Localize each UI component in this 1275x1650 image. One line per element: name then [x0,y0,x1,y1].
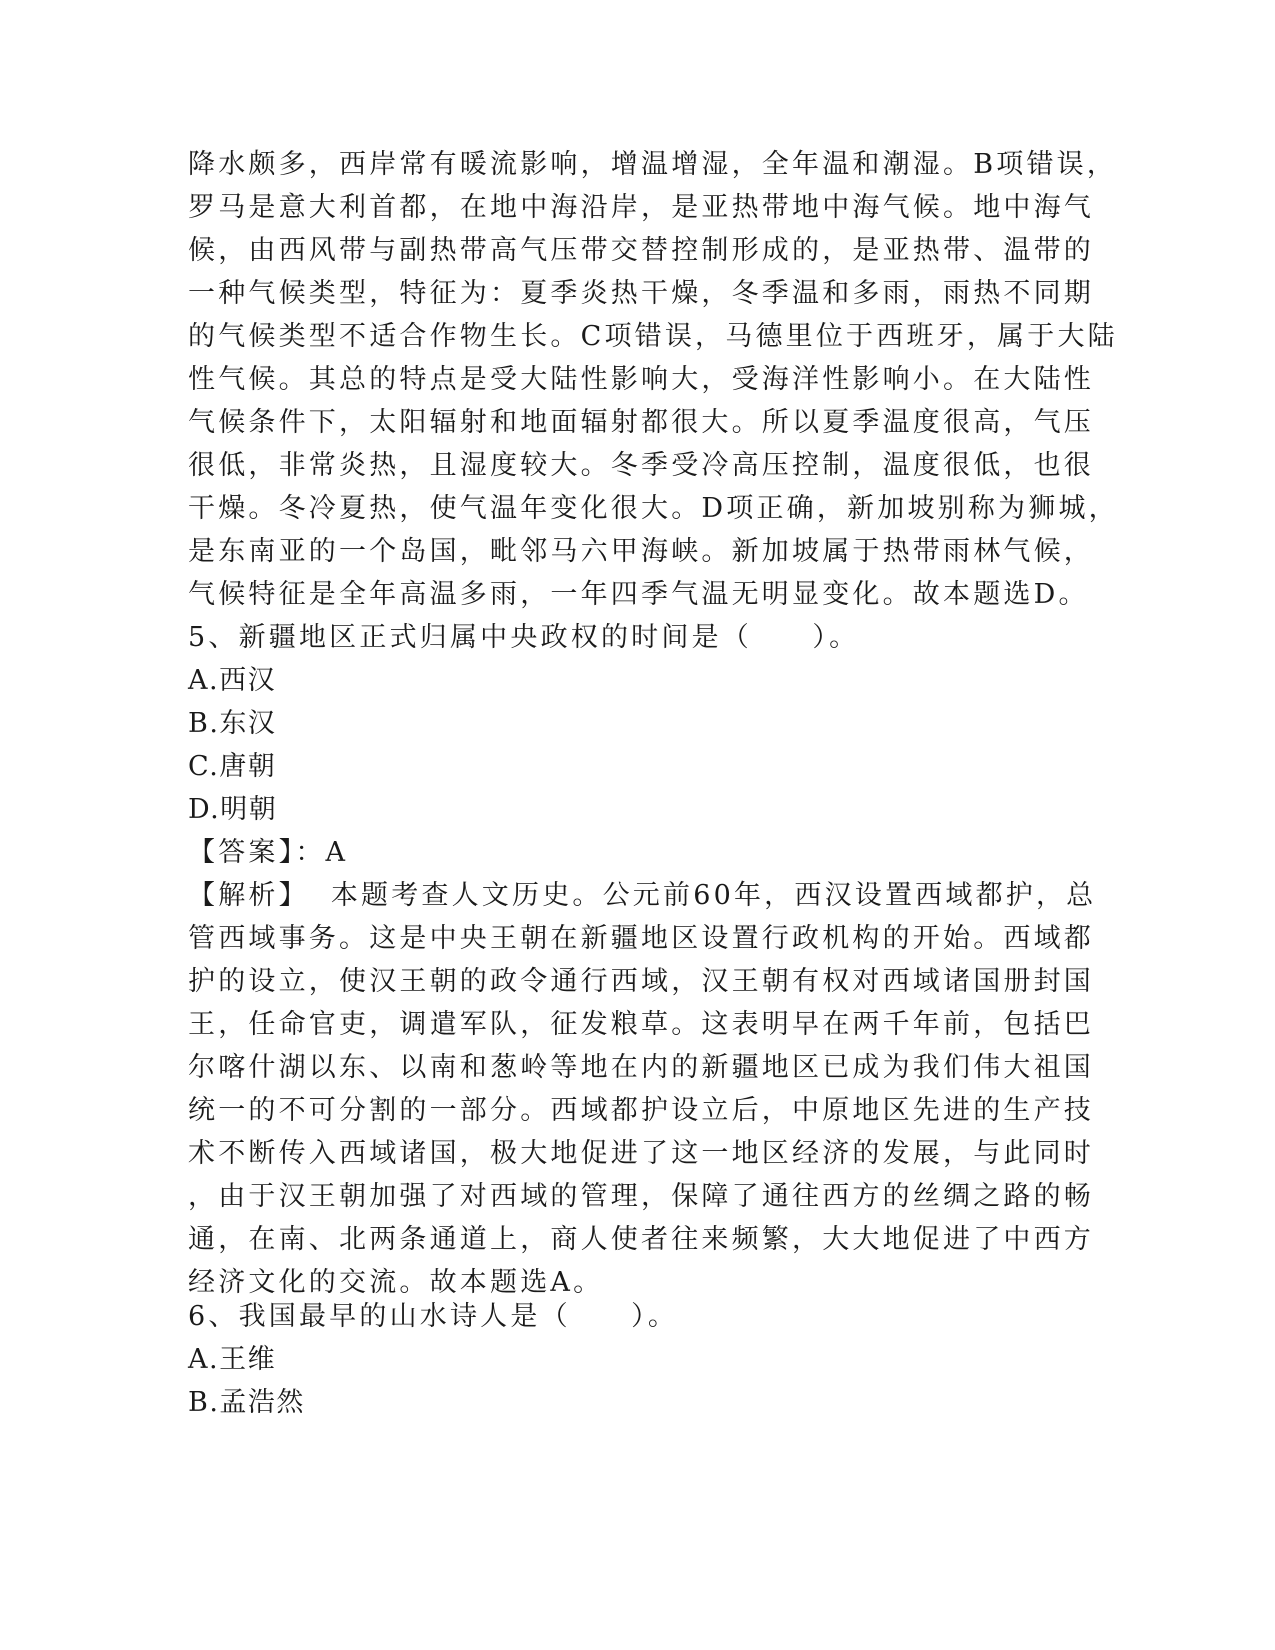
text-line: 气候条件下，太阳辐射和地面辐射都很大。所以夏季温度很高，气压 [188,407,1094,438]
text-line: 术不断传入西域诸国，极大地促进了这一地区经济的发展，与此同时 [188,1138,1094,1169]
answer-value: ：A [295,837,349,868]
question-stem: 6、我国最早的山水诗人是（ ）。 [188,1301,679,1332]
text-line: 一种气候类型，特征为：夏季炎热干燥，冬季温和多雨，雨热不同期 [188,278,1094,309]
question-5 [188,616,1097,1304]
text-line: 尔喀什湖以东、以南和葱岭等地在内的新疆地区已成为我们伟大祖国 [188,1052,1094,1083]
answer-line [188,831,1088,874]
text-line: 干燥。冬冷夏热，使气温年变化很大。D项正确，新加坡别称为狮城， [188,493,1119,524]
text-line: 护的设立，使汉王朝的政令通行西域，汉王朝有权对西域诸国册封国 [188,966,1094,997]
text-line: 管西域事务。这是中央王朝在新疆地区设置行政机构的开始。西域都 [188,923,1094,954]
text-line: 的气候类型不适合作物生长。C项错误，马德里位于西班牙，属于大陆 [188,321,1118,352]
question-stem: 5、新疆地区正式归属中央政权的时间是（ ）。 [188,622,860,653]
text-line: ，由于汉王朝加强了对西域的管理，保障了通往西方的丝绸之路的畅 [188,1181,1094,1212]
text-line: 罗马是意大利首都，在地中海沿岸，是亚热带地中海气候。地中海气 [188,192,1094,223]
option-b: B.孟浩然 [188,1387,305,1418]
analysis-first-line [188,874,1097,917]
text-line: 气候特征是全年高温多雨，一年四季气温无明显变化。故本题选D。 [188,579,1089,610]
option-a: A.西汉 [188,665,277,696]
option-c: C.唐朝 [188,751,277,782]
option-d: D.明朝 [188,794,278,825]
previous-explanation [188,143,1119,616]
text-line: 王，任命官吏，调遣军队，征发粮草。这表明早在两千年前，包括巴 [188,1009,1094,1040]
text-line: 通，在南、北两条通道上，商人使者往来频繁，大大地促进了中西方 [188,1224,1094,1255]
text-line: 是东南亚的一个岛国，毗邻马六甲海峡。新加坡属于热带雨林气候， [188,536,1094,567]
text-line: 本题考查人文历史。公元前60年，西汉设置西域都护，总 [330,880,1097,911]
analysis-tag: 【解析】 [188,880,309,911]
text-line: 候，由西风带与副热带高气压带交替控制形成的，是亚热带、温带的 [188,235,1094,266]
text-line: 降水颇多，西岸常有暖流影响，增温增湿，全年温和潮湿。B项错误， [188,149,1118,180]
text-line: 很低，非常炎热，且湿度较大。冬季受冷高压控制，温度很低，也很 [188,450,1094,481]
option-b: B.东汉 [188,708,277,739]
option-a: A.王维 [188,1344,277,1375]
text-line: 经济文化的交流。故本题选A。 [188,1267,604,1298]
text-line: 统一的不可分割的一部分。西域都护设立后，中原地区先进的生产技 [188,1095,1094,1126]
answer-tag: 【答案】 [188,837,296,868]
text-line: 性气候。其总的特点是受大陆性影响大，受海洋性影响小。在大陆性 [188,364,1094,395]
question-6 [188,1295,1088,1424]
